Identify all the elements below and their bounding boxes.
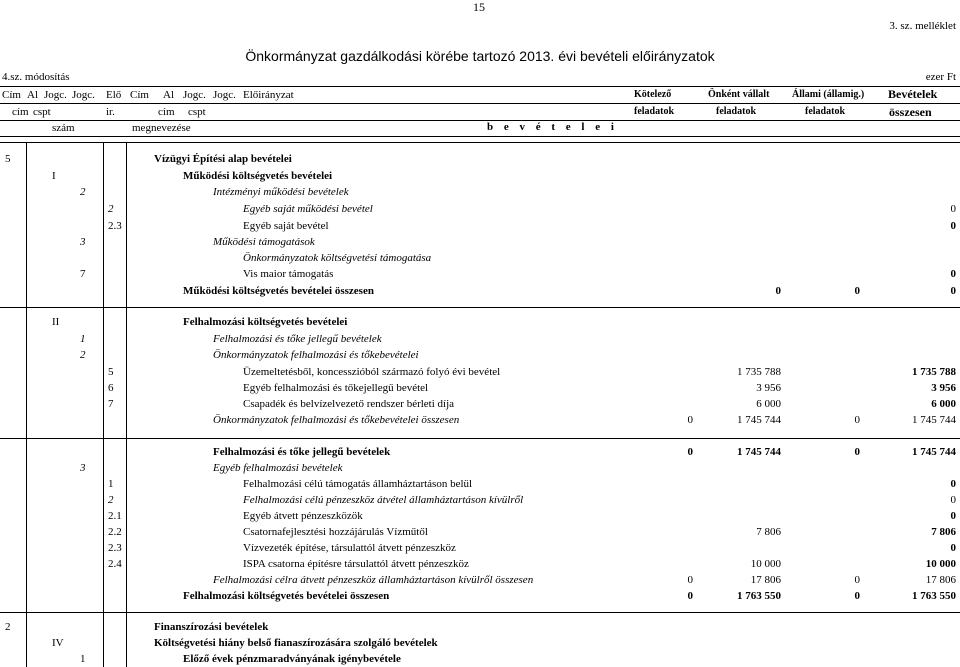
header-cell: Jogc. bbox=[183, 89, 206, 101]
row-value: 0 bbox=[950, 510, 956, 522]
header-megnevezese: megnevezése bbox=[132, 122, 191, 134]
header-feladatok-2: feladatok bbox=[716, 106, 756, 117]
row-code: 2 bbox=[108, 203, 114, 215]
header-cell: Jogc. bbox=[72, 89, 95, 101]
row-value: 1 763 550 bbox=[912, 590, 956, 602]
row-code: 1 bbox=[108, 478, 114, 490]
header-cell: Jogc. bbox=[213, 89, 236, 101]
row-code: 7 bbox=[108, 398, 114, 410]
row-name: Önkormányzatok költségvetési támogatása bbox=[243, 252, 432, 264]
section-line bbox=[0, 612, 960, 613]
row-code: 3 bbox=[80, 236, 86, 248]
row-name: Működési támogatások bbox=[213, 236, 315, 248]
row-code: 5 bbox=[108, 366, 114, 378]
row-name: Csatornafejlesztési hozzájárulás Vízműtől bbox=[243, 526, 428, 538]
row-code: 2.3 bbox=[108, 220, 122, 232]
row-name: Felhalmozási költségvetés bevételei bbox=[183, 316, 348, 328]
row-value: 0 bbox=[950, 220, 956, 232]
annex-label: 3. sz. melléklet bbox=[889, 20, 956, 32]
row-name: Működési költségvetés bevételei összesen bbox=[183, 285, 374, 297]
row-name: Üzemeltetésből, koncesszióból származó folyó évi bevétel bbox=[243, 366, 501, 378]
row-value: 1 735 788 bbox=[737, 366, 781, 378]
row-name: Felhalmozási és tőke jellegű bevételek bbox=[213, 333, 382, 345]
header-cell: cím bbox=[12, 106, 29, 118]
column-divider bbox=[26, 143, 27, 667]
section-line bbox=[0, 142, 960, 143]
row-value: 0 bbox=[854, 285, 860, 297]
row-name: Egyéb felhalmozási bevételek bbox=[213, 462, 343, 474]
header-cell: Al bbox=[27, 89, 38, 101]
row-name: Felhalmozási célú támogatás államháztartáson belül bbox=[243, 478, 473, 490]
row-code: 2 bbox=[108, 494, 114, 506]
header-allami: Állami (államig.) bbox=[792, 89, 865, 100]
row-value: 10 000 bbox=[925, 558, 956, 570]
row-name: Vízügyi Építési alap bevételei bbox=[154, 153, 292, 165]
row-value: 0 bbox=[950, 285, 956, 297]
row-name: Egyéb átvett pénzeszközök bbox=[243, 510, 363, 522]
row-value: 6 000 bbox=[931, 398, 956, 410]
header-onkent: Önként vállalt bbox=[708, 89, 770, 100]
header-feladatok-3: feladatok bbox=[805, 106, 845, 117]
column-divider bbox=[103, 143, 104, 667]
page-number: 15 bbox=[473, 0, 485, 14]
row-name: Intézményi működési bevételek bbox=[213, 186, 349, 198]
row-name: Önkormányzatok felhalmozási és tőkebevételei bbox=[213, 349, 419, 361]
row-name: Egyéb felhalmozási és tőkejellegű bevétel bbox=[243, 382, 429, 394]
row-value: 3 956 bbox=[931, 382, 956, 394]
row-code: 2 bbox=[80, 349, 86, 361]
row-code: 2.3 bbox=[108, 542, 122, 554]
unit-label: ezer Ft bbox=[925, 71, 956, 83]
row-value: 17 806 bbox=[750, 574, 781, 586]
row-value: 17 806 bbox=[925, 574, 956, 586]
row-value: 1 735 788 bbox=[912, 366, 956, 378]
row-value: 7 806 bbox=[931, 526, 956, 538]
row-value: 10 000 bbox=[750, 558, 781, 570]
row-name: Felhalmozási célú pénzeszköz átvétel államháztartáson kívülről bbox=[243, 494, 524, 506]
row-name: Csapadék és belvízelvezető rendszer bérleti díja bbox=[243, 398, 455, 410]
row-code: 6 bbox=[108, 382, 114, 394]
header-osszesen: összesen bbox=[889, 105, 932, 119]
row-code: 1 bbox=[80, 333, 86, 345]
row-value: 0 bbox=[950, 268, 956, 280]
header-bevetelei-spaced: b e v é t e l e i bbox=[487, 121, 618, 133]
row-value: 1 745 744 bbox=[737, 414, 781, 426]
row-value: 0 bbox=[854, 414, 860, 426]
header-cell: Elő bbox=[106, 89, 122, 101]
row-value: 0 bbox=[950, 203, 956, 215]
row-code: IV bbox=[52, 637, 64, 649]
row-value: 3 956 bbox=[756, 382, 781, 394]
row-value: 6 000 bbox=[756, 398, 781, 410]
column-divider bbox=[126, 143, 127, 667]
header-mid-line bbox=[0, 103, 960, 104]
section-line bbox=[0, 307, 960, 308]
row-name: Felhalmozási és tőke jellegű bevételek bbox=[213, 446, 391, 458]
row-value: 1 763 550 bbox=[737, 590, 781, 602]
header-cell: Jogc. bbox=[44, 89, 67, 101]
header-cell: cspt bbox=[188, 106, 206, 118]
row-value: 0 bbox=[854, 574, 860, 586]
row-code: 2.4 bbox=[108, 558, 122, 570]
row-name: Vis maior támogatás bbox=[243, 268, 334, 280]
row-value: 1 745 744 bbox=[912, 446, 956, 458]
row-name: Egyéb saját bevétel bbox=[243, 220, 329, 232]
row-name: Egyéb saját működési bevétel bbox=[243, 203, 373, 215]
header-cell: cspt bbox=[33, 106, 51, 118]
header-bevetelek: Bevételek bbox=[888, 87, 938, 101]
row-value: 1 745 744 bbox=[737, 446, 781, 458]
row-code: 7 bbox=[80, 268, 86, 280]
row-value: 0 bbox=[854, 590, 860, 602]
row-code: 3 bbox=[80, 462, 86, 474]
header-cell: Cím bbox=[130, 89, 149, 101]
row-value: 0 bbox=[687, 590, 693, 602]
section-line bbox=[0, 438, 960, 439]
header-kotelezo: Kötelező bbox=[634, 89, 672, 100]
row-value: 0 bbox=[687, 414, 693, 426]
row-name: Önkormányzatok felhalmozási és tőkebevételei összesen bbox=[213, 414, 460, 426]
row-value: 0 bbox=[950, 478, 956, 490]
header-top-line bbox=[0, 86, 960, 87]
row-name: Felhalmozási költségvetés bevételei összesen bbox=[183, 590, 390, 602]
row-code: 5 bbox=[5, 153, 11, 165]
header-low-line bbox=[0, 120, 960, 121]
header-feladatok-1: feladatok bbox=[634, 106, 674, 117]
row-value: 0 bbox=[687, 446, 693, 458]
header-cell: ir. bbox=[106, 106, 115, 118]
row-code: I bbox=[52, 170, 56, 182]
row-value: 0 bbox=[950, 542, 956, 554]
page-title: Önkormányzat gazdálkodási körébe tartozó 2013. évi bevételi előirányzatok bbox=[245, 48, 715, 64]
row-value: 0 bbox=[854, 446, 860, 458]
row-name: Vízvezeték építése, társulattól átvett pénzeszköz bbox=[243, 542, 456, 554]
row-name: Előző évek pénzmaradványának igénybevétele bbox=[183, 653, 401, 665]
row-code: 2 bbox=[80, 186, 86, 198]
header-szam: szám bbox=[52, 122, 75, 134]
row-value: 1 745 744 bbox=[912, 414, 956, 426]
row-value: 7 806 bbox=[756, 526, 781, 538]
row-code: 2.2 bbox=[108, 526, 122, 538]
row-name: Működési költségvetés bevételei bbox=[183, 170, 333, 182]
header-cell: cím bbox=[158, 106, 175, 118]
header-cell: Cím bbox=[2, 89, 21, 101]
row-code: 2 bbox=[5, 621, 11, 633]
row-code: 2.1 bbox=[108, 510, 122, 522]
row-name: Finanszírozási bevételek bbox=[154, 621, 269, 633]
header-bottom-line bbox=[0, 136, 960, 137]
row-name: ISPA csatorna építésre társulattól átvett pénzeszköz bbox=[243, 558, 469, 570]
row-value: 0 bbox=[775, 285, 781, 297]
row-code: II bbox=[52, 316, 60, 328]
row-code: 1 bbox=[80, 653, 86, 665]
row-name: Felhalmozási célra átvett pénzeszköz államháztartáson kívülről összesen bbox=[213, 574, 534, 586]
row-name: Költségvetési hiány belső fianaszírozására szolgáló bevételek bbox=[154, 637, 438, 649]
modification-label: 4.sz. módosítás bbox=[2, 71, 70, 83]
header-cell: Előirányzat bbox=[243, 89, 294, 101]
header-cell: Al bbox=[163, 89, 174, 101]
row-value: 0 bbox=[687, 574, 693, 586]
row-value: 0 bbox=[950, 494, 956, 506]
